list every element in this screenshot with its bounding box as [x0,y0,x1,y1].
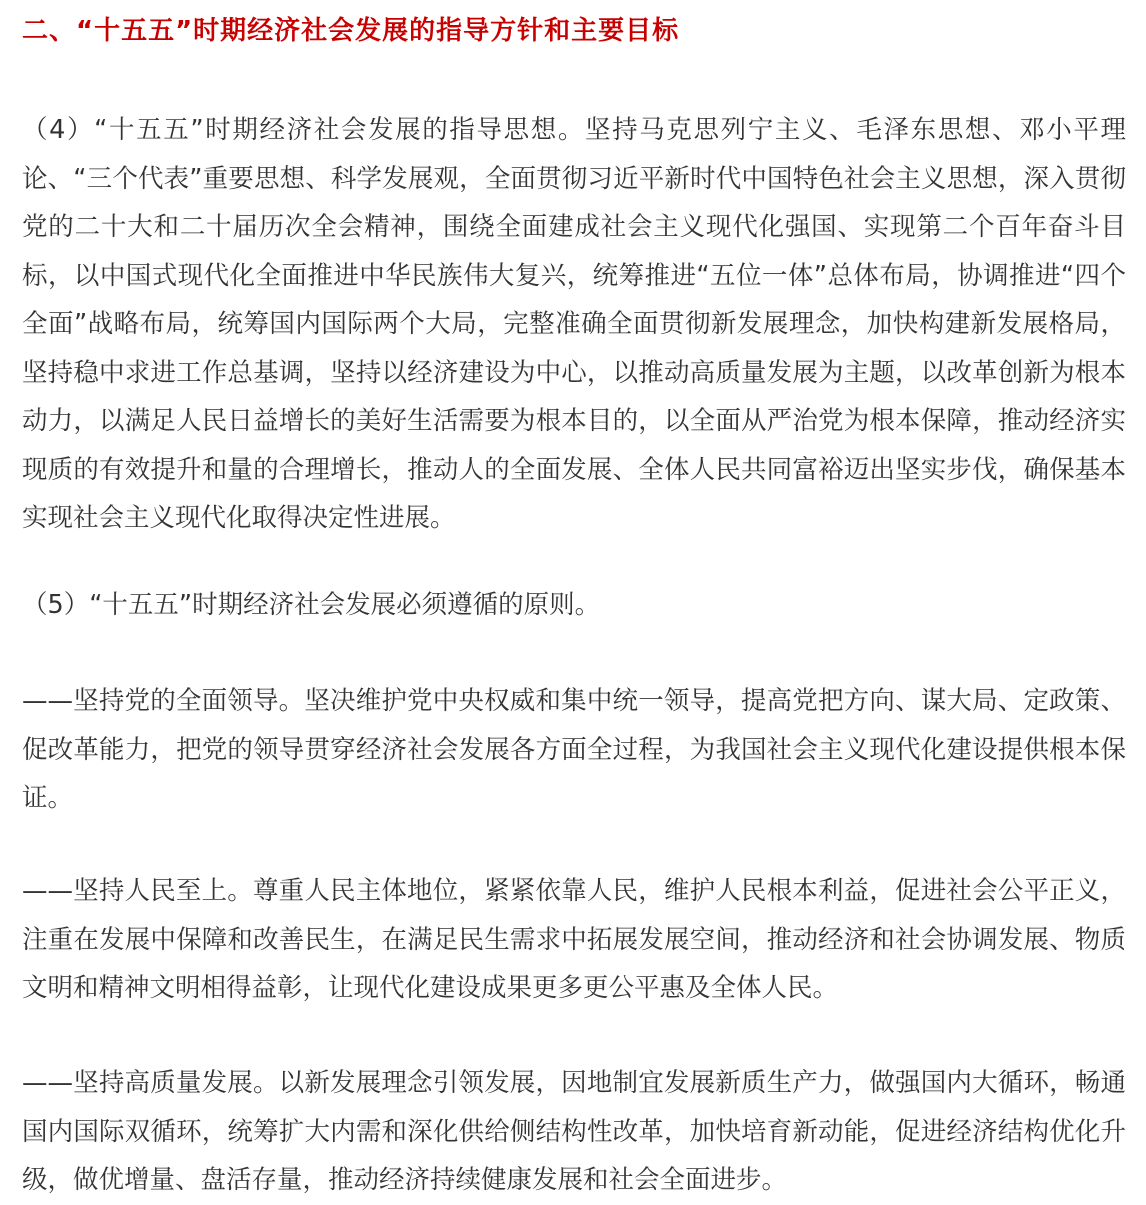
paragraph-high-quality-development: ——坚持高质量发展。以新发展理念引领发展，因地制宜发展新质生产力，做强国内大循环，畅通国内国际双循环，统筹扩大内需和深化供给侧结构性改革，加快培育新动能，促进经济结构优化升级，做优增量、盘活存量，推动经济持续健康发展和社会全面进步。 [22,1068,1126,1195]
section-heading: 二、“十五五”时期经济社会发展的指导方针和主要目标 [22,16,680,46]
paragraph-principles-intro: （5）“十五五”时期经济社会发展必须遵循的原则。 [22,590,601,620]
paragraph-party-leadership: ——坚持党的全面领导。坚决维护党中央权威和集中统一领导，提高党把方向、谋大局、定政策、促改革能力，把党的领导贯穿经济社会发展各方面全过程，为我国社会主义现代化建设提供根本保证。 [22,686,1126,813]
paragraph-people-first: ——坚持人民至上。尊重人民主体地位，紧紧依靠人民，维护人民根本利益，促进社会公平正义，注重在发展中保障和改善民生，在满足民生需求中拓展发展空间，推动经济和社会协调发展、物质文明和精神文明相得益彰，让现代化建设成果更多更公平惠及全体人民。 [22,876,1126,1003]
paragraph-guiding-ideology: （4）“十五五”时期经济社会发展的指导思想。坚持马克思列宁主义、毛泽东思想、邓小平理论、“三个代表”重要思想、科学发展观，全面贯彻习近平新时代中国特色社会主义思想，深入贯彻党的二十大和二十届历次全会精神，围绕全面建成社会主义现代化强国、实现第二个百年奋斗目标，以中国式现代化全面推进中华民族伟大复兴，统筹推进“五位一体”总体布局，协调推进“四个全面”战略布局，统筹国内国际两个大局，完整准确全面贯彻新发展理念，加快构建新发展格局，坚持稳中求进工作总基调，坚持以经济建设为中心，以推动高质量发展为主题，以改革创新为根本动力，以满足人民日益增长的美好生活需要为根本目的，以全面从严治党为根本保障，推动经济实现质的有效提升和量的合理增长，推动人的全面发展、全体人民共同富裕迈出坚实步伐，确保基本实现社会主义现代化取得决定性进展。 [22,115,1126,533]
